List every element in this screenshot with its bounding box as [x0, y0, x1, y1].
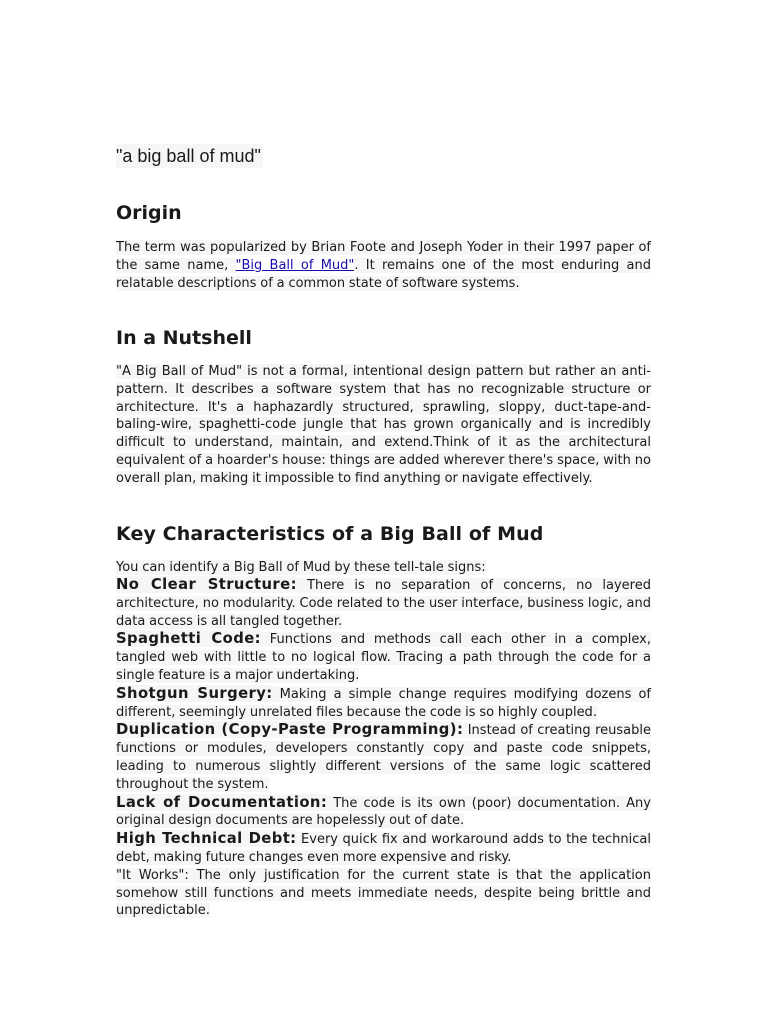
- nutshell-text: "A Big Ball of Mud" is not a formal, intentional design pattern but rather an anti-pattern. It describes a software system that has no recognizable structure or architecture. It's a haphazardly structured, sprawling, sloppy, duct-tape-and-baling-wire, spaghetti-code jungle that has grown organically and is incredibly difficult to understand, maintain, and extend.Think of it as the architectural equivalent of a hoarder's house: things are added wherever there's space, with no overall plan, making it impossible to find anything or navigate effectively.: [116, 364, 651, 486]
- item-text: Every quick fix and workaround adds to the technical debt, making future changes even more expensive and risky.: [116, 832, 651, 865]
- key-intro: [116, 559, 651, 577]
- heading-origin: Origin: [116, 202, 182, 224]
- list-item: [116, 630, 651, 684]
- list-item: [116, 830, 651, 867]
- list-item: [116, 721, 651, 793]
- item-text: The code is its own (poor) documentation. Any original design documents are hopelessly out of date.: [116, 795, 651, 829]
- item-title: No Clear Structure:: [116, 576, 297, 593]
- heading-in-a-nutshell: In a Nutshell: [116, 327, 252, 349]
- nutshell-paragraph: [116, 363, 651, 488]
- key-intro-text: You can identify a Big Ball of Mud by these tell-tale signs:: [116, 560, 486, 575]
- item-text: Making a simple change requires modifying dozens of different, seemingly unrelated files because the code is so highly coupled.: [116, 686, 651, 720]
- origin-text-after-link: . It remains one of the most enduring and relatable descriptions of a common state of software systems.: [116, 257, 652, 291]
- item-title: Lack of Documentation:: [116, 793, 328, 811]
- item-text: Instead of creating reusable functions or modules, developers constantly copy and paste code snippets, leading to numerous slightly different versions of the same logic scattered throughout the system.: [116, 723, 651, 792]
- item-title: Spaghetti Code:: [116, 630, 261, 648]
- item-title: Duplication (Copy-Paste Programming):: [116, 721, 464, 739]
- origin-text-before-link: The term was popularized by Brian Foote and Joseph Yoder in their 1997 paper of the same name,: [116, 240, 651, 273]
- list-item: [116, 685, 651, 722]
- list-item: [116, 576, 651, 630]
- closing-text: "It Works": The only justification for the current state is that the application somehow still functions and meets immediate needs, despite being brittle and unpredictable.: [116, 867, 651, 919]
- heading-key-characteristics: Key Characteristics of a Big Ball of Mud: [116, 523, 544, 545]
- item-title: High Technical Debt:: [116, 830, 297, 848]
- item-title: Shotgun Surgery:: [116, 684, 273, 702]
- item-text: Functions and methods call each other in a complex, tangled web with little to no logical flow. Tracing a path through the code for a single feature is a major undertaking.: [116, 632, 651, 683]
- characteristics-list: [116, 576, 651, 920]
- origin-paragraph: [116, 239, 651, 292]
- document-title: "a big ball of mud": [116, 146, 261, 166]
- list-item: [116, 794, 651, 831]
- item-text: There is no separation of concerns, no layered architecture, no modularity. Code related to the user interface, business logic, and data access is all tangled together.: [116, 578, 651, 629]
- closing-paragraph: [116, 867, 651, 920]
- big-ball-of-mud-link[interactable]: "Big Ball of Mud": [235, 257, 355, 273]
